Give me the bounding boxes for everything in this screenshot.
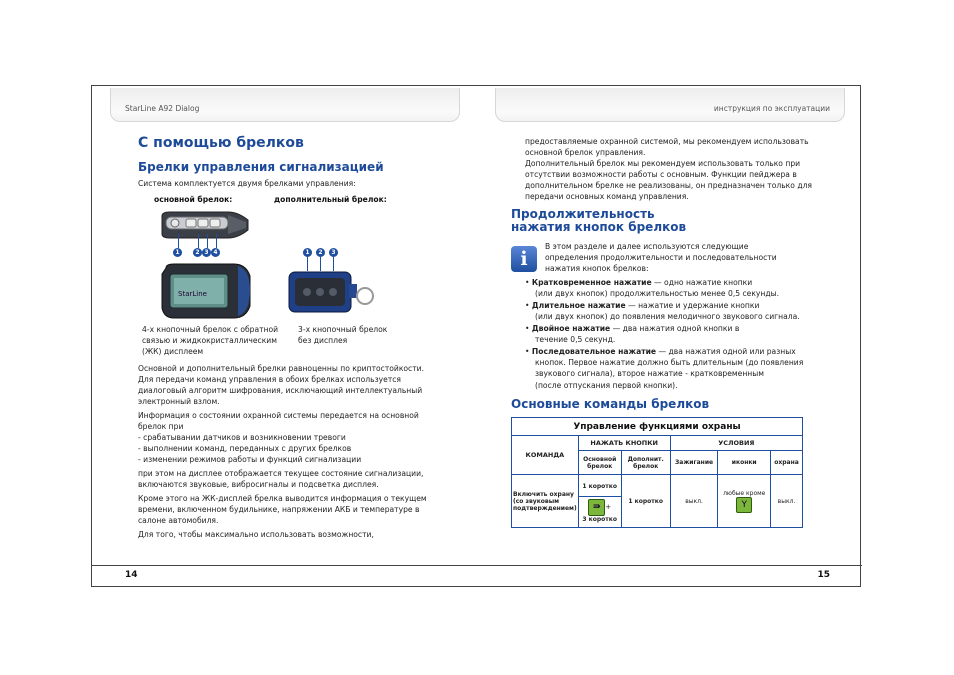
main-fob-caption-3: (ЖК) дисплеем: [142, 347, 204, 356]
sub-ignition: Зажигание: [670, 451, 718, 475]
header-title: StarLine A92 Dialog: [125, 104, 200, 113]
page-footer: [477, 565, 862, 586]
paragraph-line: Дополнительный брелок мы рекомендуем использовать только при: [525, 159, 801, 168]
main-fob-side-image: [158, 210, 252, 240]
main-fob-caption-1: 4-х кнопочный брелок с обратной: [142, 325, 279, 334]
paragraph-line: включаются звуковые, вибросигналы и подсветка дисплея.: [138, 480, 379, 489]
left-page: [92, 86, 477, 586]
callout-number: 4: [211, 248, 220, 257]
extra-fob-label: дополнительный брелок:: [274, 195, 387, 204]
paragraph-line: времени, включенном будильнике, напряжении АКБ и температуре в: [138, 505, 420, 514]
extra-fob-image: [287, 268, 377, 320]
extra-fob-caption-2: без дисплея: [298, 336, 348, 345]
main-fob-caption-2: связью и жидкокристаллическим: [142, 336, 277, 345]
col-conditions: УСЛОВИЯ: [670, 436, 802, 451]
definition-term: Двойное нажатие: [531, 324, 611, 333]
sub-extra-fob: [621, 451, 670, 475]
leader-line: [178, 234, 179, 248]
intro-text: Система комплектуется двумя брелками управления:: [138, 179, 356, 188]
paragraph-line: передачи основных команд управления.: [525, 192, 689, 201]
cell-text: брелок: [633, 462, 659, 470]
paragraph-line: предоставляемые охранной системой, мы рекомендуем использовать: [525, 137, 809, 146]
manual-spread: [91, 85, 861, 587]
right-page: [477, 86, 862, 586]
section-title: Основные команды брелков: [511, 397, 710, 411]
row-main-fob: 1 коротко ⇛ + 3 коротко: [578, 475, 621, 528]
info-text-line: В этом разделе и далее используются следующие: [545, 242, 749, 251]
table-title: Управление функциями охраны: [512, 418, 803, 436]
right-header: [495, 88, 845, 122]
definition-text: — одно нажатие кнопки: [651, 278, 753, 287]
table-row: [512, 475, 803, 528]
paragraph-line: салоне автомобиля.: [138, 516, 219, 525]
cell-text: любые кроме: [723, 489, 766, 497]
leader-line: [198, 234, 199, 248]
cell-text: брелок: [587, 462, 613, 470]
list-item: - срабатывании датчиков и возникновении тревоги: [138, 433, 346, 442]
cell-text: 1 коротко: [579, 479, 621, 497]
definition-line: (или двух кнопок) продолжительностью менее 0,5 секунды.: [535, 289, 780, 298]
section-title-line: Продолжительность: [511, 207, 655, 221]
definition-term: Последовательное нажатие: [531, 347, 657, 356]
paragraph-line: Для передачи команд управления в обоих брелках используется: [138, 375, 402, 384]
paragraph-line: Основной и дополнительный брелки равноценны по криптостойкости.: [138, 364, 425, 373]
trunk-icon: Y: [736, 497, 752, 513]
col-command: КОМАНДА: [512, 436, 579, 475]
cell-text: Дополнит.: [627, 455, 664, 463]
extra-fob-caption-1: 3-х кнопочный брелок: [298, 325, 388, 334]
definition-item: • Кратковременное нажатие — одно нажатие кнопки: [525, 278, 753, 287]
callout-number: 1: [303, 248, 312, 257]
arm-button-icon: ⇛: [588, 499, 605, 516]
definition-term: Кратковременное нажатие: [531, 278, 652, 287]
paragraph-line: электронный взлом.: [138, 397, 220, 406]
main-fob-label: основной брелок:: [154, 195, 233, 204]
definition-line: (после отпускания первой кнопки).: [535, 381, 678, 390]
page-number: 15: [817, 570, 830, 580]
main-fob-front-image: [156, 262, 256, 320]
definition-line: кнопок. Первое нажатие должно быть длительным (до появления: [535, 358, 804, 367]
sub-main-fob: [578, 451, 621, 475]
info-text-line: определения продолжительности и последовательности: [545, 253, 777, 262]
paragraph-line: диалоговый алгоритм шифрования, исключающий интеллектуальный: [138, 386, 423, 395]
definition-text: — два нажатия одной или разных: [656, 347, 796, 356]
col-press: НАЖАТЬ КНОПКИ: [578, 436, 670, 451]
section-title: Брелки управления сигнализацией: [138, 160, 384, 174]
cell-text: Основной: [583, 455, 617, 463]
callout-number: 1: [173, 248, 182, 257]
callout-number: 3: [329, 248, 338, 257]
row-guard: выкл.: [771, 475, 803, 528]
paragraph-line: брелок при: [138, 422, 184, 431]
list-item: - изменении режимов работы и функций сигнализации: [138, 455, 362, 464]
row-extra-fob: 1 коротко: [621, 475, 670, 528]
paragraph-line: при этом на дисплее отображается текущее состояние сигнализации,: [138, 469, 424, 478]
sub-icons: иконки: [718, 451, 771, 475]
header-title: инструкция по эксплуатации: [713, 104, 830, 113]
commands-table: [511, 417, 803, 528]
callout-number: 2: [193, 248, 202, 257]
sub-guard: охрана: [771, 451, 803, 475]
row-icons: [718, 475, 771, 528]
cell-text: 3 коротко: [582, 516, 617, 523]
page-footer: [92, 565, 477, 586]
paragraph-line: основной брелок управления.: [525, 148, 646, 157]
definition-text: — нажатие и удержание кнопки: [625, 301, 760, 310]
list-item: - выполнении команд, переданных с других брелков: [138, 444, 352, 453]
paragraph-line: дополнительном брелке не реализованы, он предназначен только для: [525, 181, 812, 190]
definition-item: • Последовательное нажатие — два нажатия одной или разных: [525, 347, 796, 356]
paragraph-line: Для того, чтобы максимально использовать возможности,: [138, 530, 374, 539]
callout-number: 3: [202, 248, 211, 257]
page-number: 14: [125, 570, 138, 580]
row-command: [512, 475, 579, 528]
leader-line: [207, 234, 208, 248]
left-header: [110, 88, 460, 122]
paragraph-line: Информация о состоянии охранной системы передается на основной: [138, 411, 419, 420]
cell-text: Включить охрану: [513, 490, 574, 498]
cell-text: (со звуковым: [513, 497, 560, 505]
leader-line: [216, 234, 217, 248]
definition-term: Длительное нажатие: [531, 301, 626, 310]
page-title: С помощью брелков: [138, 135, 304, 151]
definition-line: (или двух кнопок) до появления мелодичного звукового сигнала.: [535, 312, 800, 321]
row-ignition: выкл.: [670, 475, 718, 528]
callout-number: 2: [316, 248, 325, 257]
svg-text:StarLine: StarLine: [178, 290, 207, 298]
paragraph-line: отсутствии возможности работы с основным. Функции пейджера в: [525, 170, 797, 179]
section-title-line: нажатия кнопок брелков: [511, 220, 687, 234]
definition-text: — два нажатия одной кнопки в: [610, 324, 740, 333]
definition-line: звукового сигнала), второе нажатие - кратковременным: [535, 369, 764, 378]
definition-item: • Длительное нажатие — нажатие и удержание кнопки: [525, 301, 760, 310]
paragraph-line: Кроме этого на ЖК-дисплей брелка выводится информация о текущем: [138, 494, 427, 503]
definition-item: • Двойное нажатие — два нажатия одной кнопки в: [525, 324, 740, 333]
info-text-line: нажатия кнопок брелков:: [545, 264, 649, 273]
cell-text: подтверждением): [513, 504, 577, 512]
info-icon: i: [511, 246, 537, 272]
definition-line: течение 0,5 секунд.: [535, 335, 616, 344]
